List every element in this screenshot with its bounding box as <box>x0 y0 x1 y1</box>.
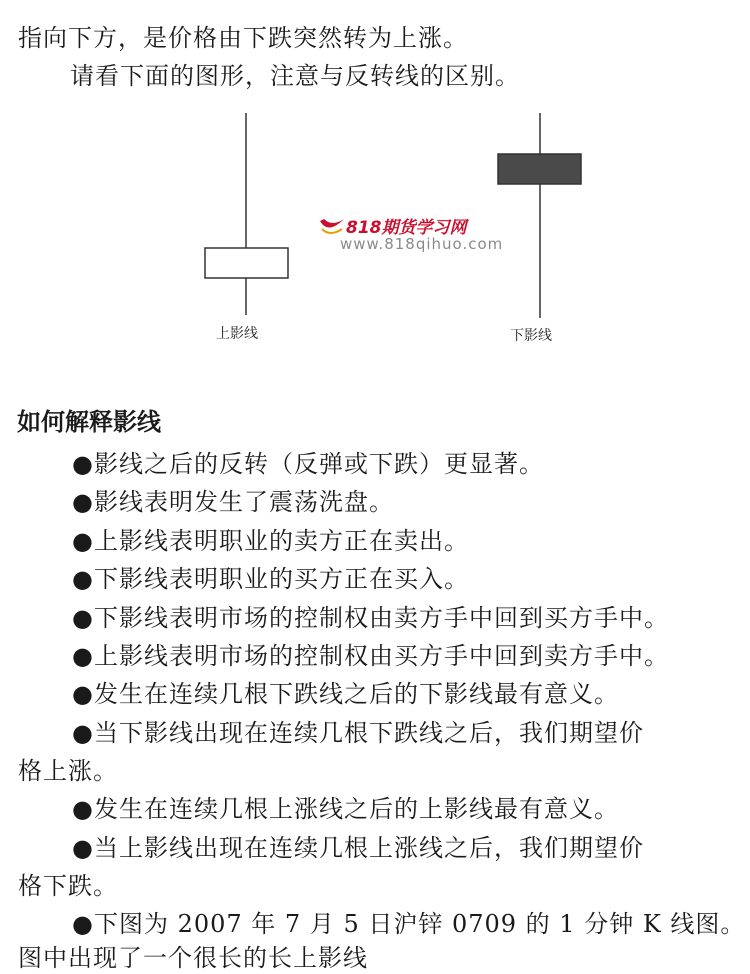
bullet-icon: ● <box>72 642 94 670</box>
list-item-continuation: 格下跌。 <box>18 872 118 900</box>
list-item: ●上影线表明市场的控制权由买方手中回到卖方手中。 <box>72 642 669 670</box>
bullet-icon: ● <box>72 834 94 862</box>
list-item: ●当下影线出现在连续几根下跌线之后，我们期望价 <box>72 719 644 747</box>
list-item: ●影线之后的反转（反弹或下跌）更显著。 <box>72 450 544 478</box>
bullet-icon: ● <box>72 450 94 478</box>
bullet-icon: ● <box>72 795 94 823</box>
list-item: ●下图为 2007 年 7 月 5 日沪锌 0709 的 1 分钟 K 线图。 <box>72 910 746 938</box>
bullet-icon: ● <box>72 719 94 747</box>
list-item: ●下影线表明职业的买方正在买入。 <box>72 565 469 593</box>
solid-candle-body <box>498 154 581 184</box>
section-title: 如何解释影线 <box>17 408 161 436</box>
watermark-logo <box>318 213 504 257</box>
list-item-continuation: 格上涨。 <box>18 757 118 785</box>
logo-swoosh-icon <box>318 215 348 237</box>
label-upper-shadow: 上影线 <box>216 326 258 342</box>
bullet-icon: ● <box>72 680 94 708</box>
hollow-candle-body <box>205 248 288 278</box>
bullet-icon: ● <box>72 527 94 555</box>
intro-line-2: 请看下面的图形，注意与反转线的区别。 <box>70 62 520 90</box>
intro-line-1: 指向下方，是价格由下跌突然转为上涨。 <box>18 24 468 52</box>
bullet-icon: ● <box>72 565 94 593</box>
bullet-icon: ● <box>72 488 94 516</box>
bullet-icon: ● <box>72 604 94 632</box>
list-item-continuation: 图中出现了一个很长的长上影线 <box>18 944 368 972</box>
watermark-url: www.818qihuo.com <box>340 235 504 253</box>
label-lower-shadow: 下影线 <box>510 328 552 344</box>
list-item: ●上影线表明职业的卖方正在卖出。 <box>72 527 469 555</box>
list-item: ●下影线表明市场的控制权由卖方手中回到买方手中。 <box>72 604 669 632</box>
watermark-title: 818期货学习网 <box>346 218 467 238</box>
list-item: ●发生在连续几根下跌线之后的下影线最有意义。 <box>72 680 619 708</box>
list-item: ●当上影线出现在连续几根上涨线之后，我们期望价 <box>72 834 644 862</box>
bullet-icon: ● <box>72 910 94 938</box>
list-item: ●发生在连续几根上涨线之后的上影线最有意义。 <box>72 795 619 823</box>
list-item: ●影线表明发生了震荡洗盘。 <box>72 488 394 516</box>
